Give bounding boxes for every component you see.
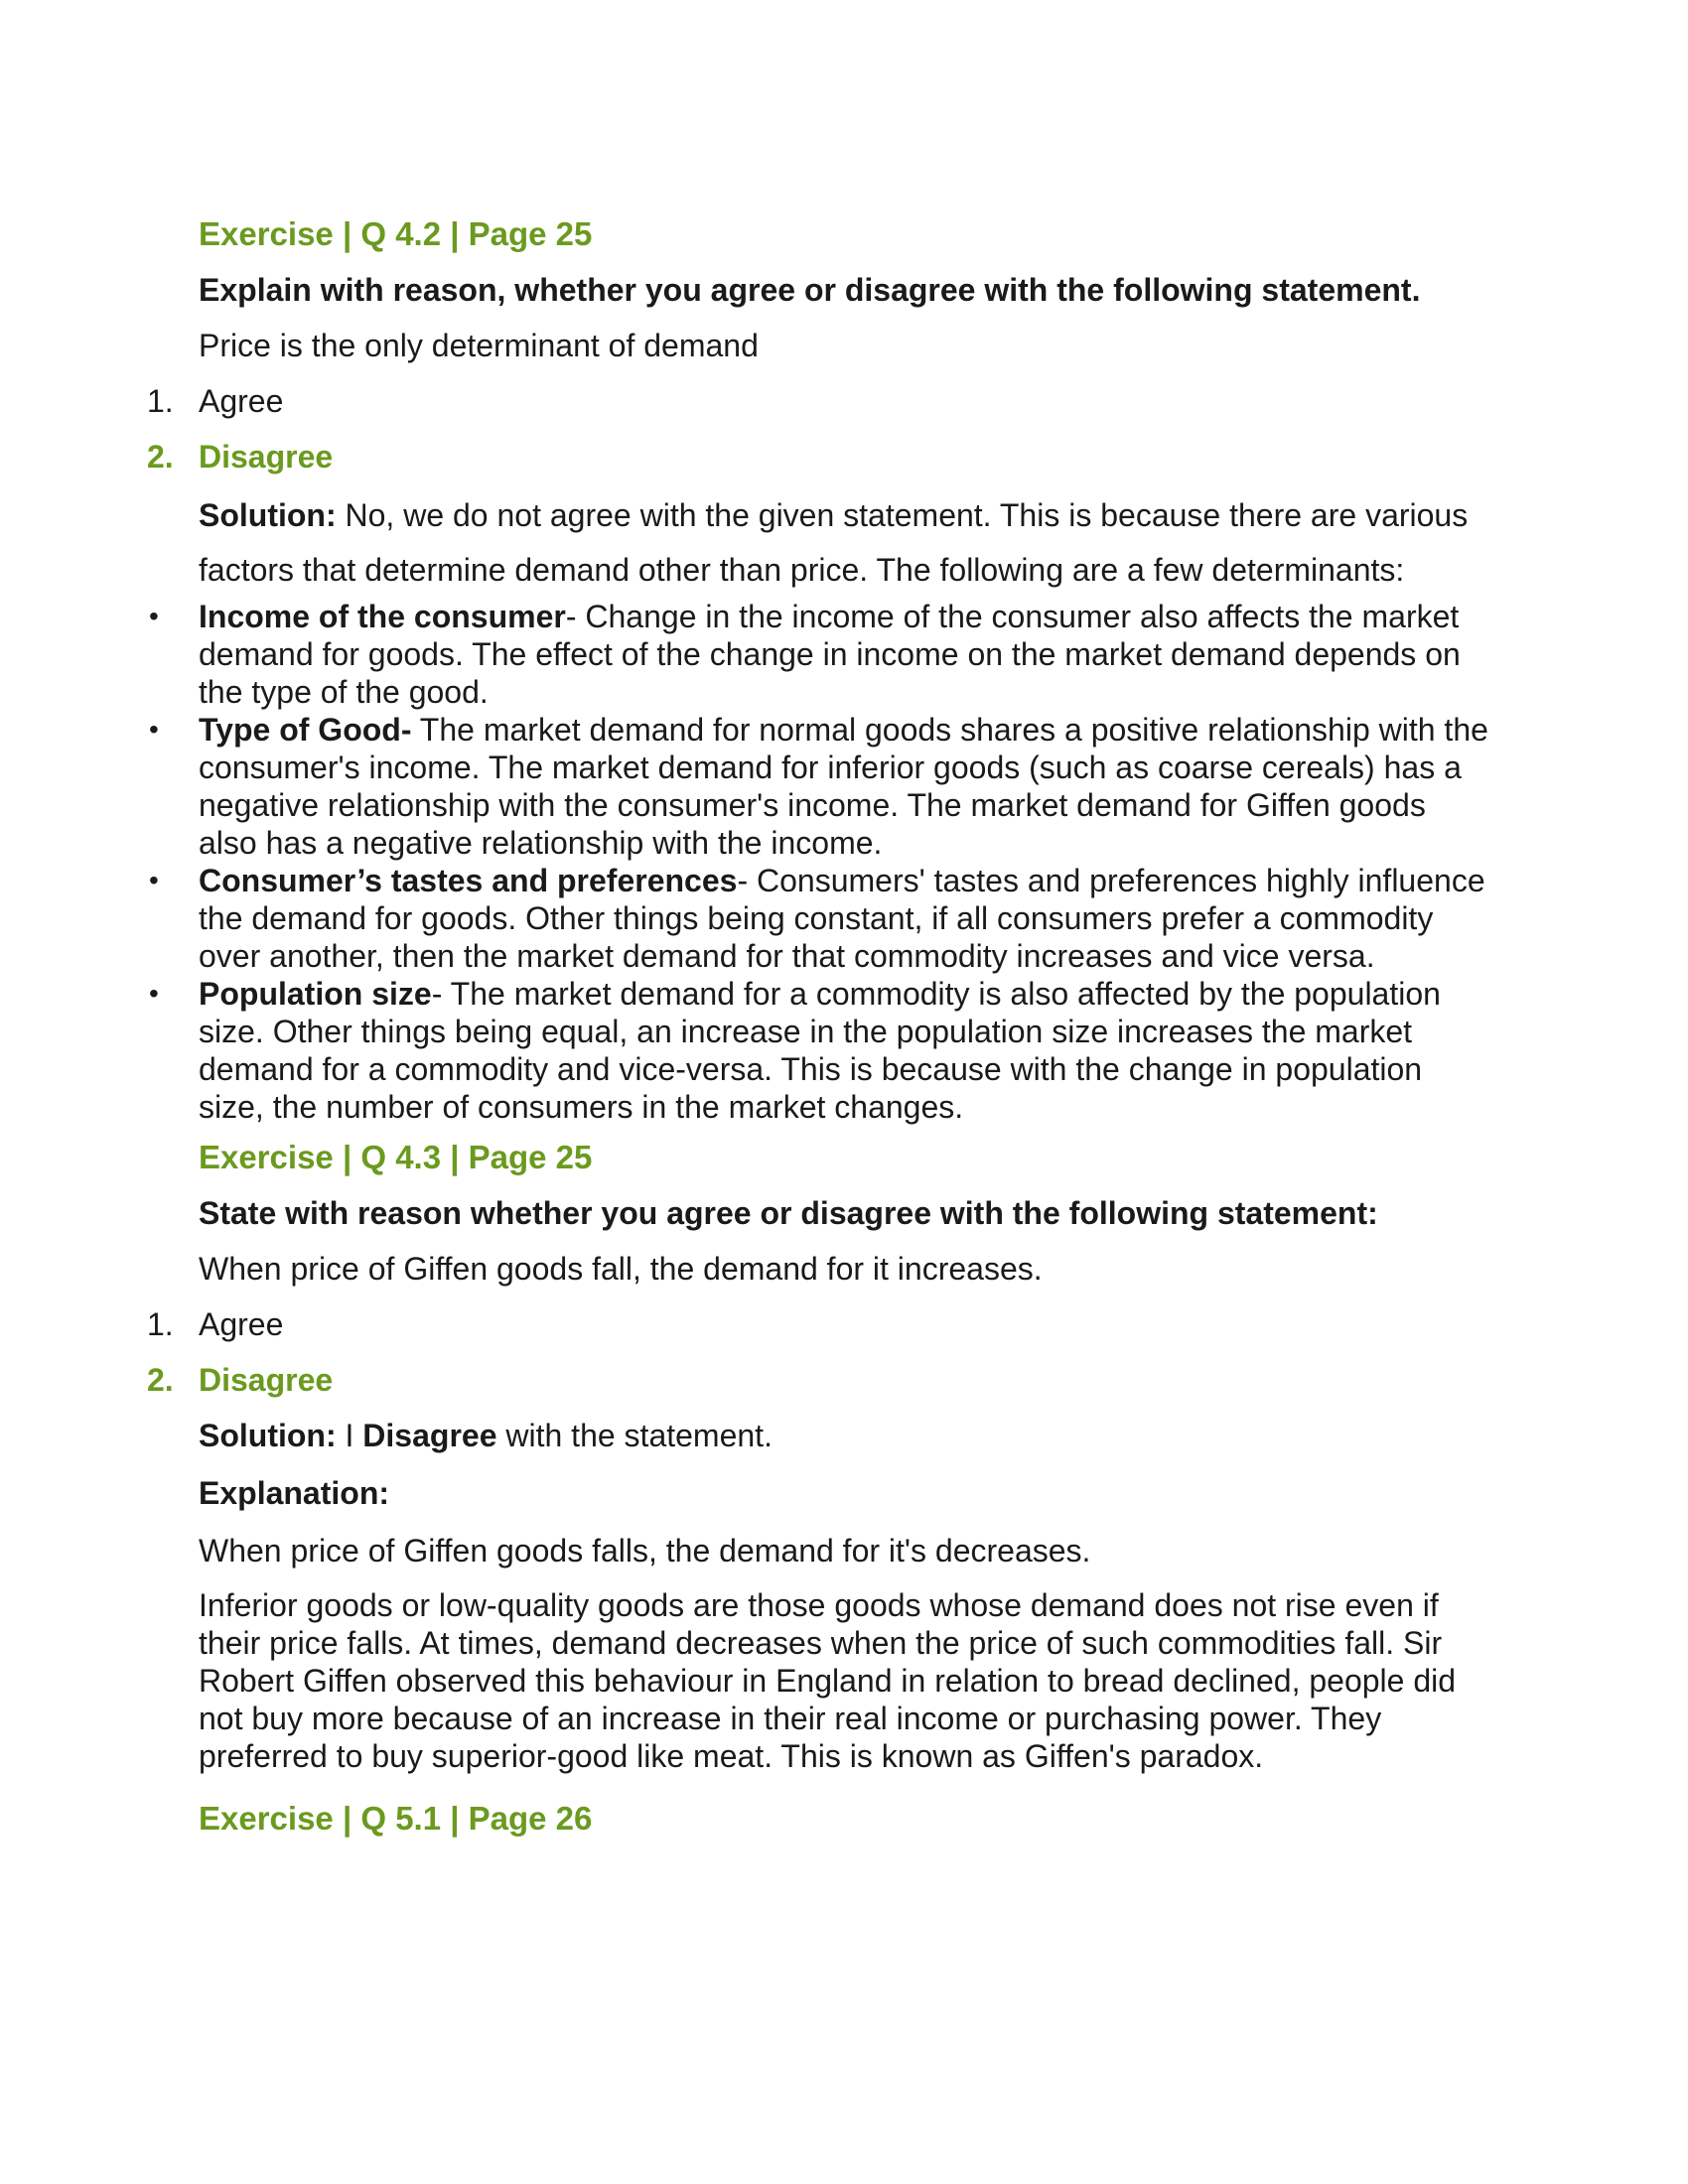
bullet-term: Income of the consumer: [199, 599, 566, 634]
bullet-text: - The market demand for a commodity is also affected by the population size. Other things being equal, an increase in the population size increases the market demand for a commodity and vice-versa. This is because with the change in population size, the number of consumers in the market changes.: [199, 976, 1441, 1125]
exercise-heading: Exercise | Q 4.2 | Page 25: [199, 215, 593, 252]
option-label: Agree: [199, 1306, 284, 1342]
exercise-heading: Exercise | Q 5.1 | Page 26: [199, 1800, 593, 1837]
options-list: [147, 1300, 1489, 1404]
solution-label: Solution:: [199, 497, 337, 533]
bullet-icon: •: [149, 865, 159, 895]
solution-text: No, we do not agree with the given statement. This is because there are various factors that determine demand other than price. The following are a few determinants:: [199, 497, 1469, 588]
exercise-heading: Exercise | Q 4.3 | Page 25: [199, 1139, 593, 1175]
bullet-icon: •: [149, 714, 159, 745]
bullet-icon: •: [149, 601, 159, 631]
bullet-text: - Consumers' tastes and preferences highly influence the demand for goods. Other things being constant, if all consumers prefer a commodity over another, then the market demand for that commodity increases and vice versa.: [199, 863, 1485, 974]
explanation-label: Explanation:: [199, 1475, 390, 1511]
options-list: [147, 377, 1489, 480]
solution-pre: I: [336, 1418, 363, 1453]
bullet-term: Population size: [199, 976, 432, 1012]
exercise-q5-1: [199, 1795, 1489, 1843]
option-number: 1.: [147, 1306, 174, 1342]
solution-paragraph: [199, 1412, 1489, 1459]
bullet-text: - Change in the income of the consumer also affects the market demand for goods. The effect of the change in income on the market demand depends on the type of the good.: [199, 599, 1461, 710]
bullet-text: The market demand for normal goods shares a positive relationship with the consumer's income. The market demand for inferior goods (such as coarse cereals) has a negative relationship with the consumer's income. The market demand for Giffen goods also has a negative relationship with the income.: [199, 712, 1488, 861]
explanation-paragraph: Inferior goods or low-quality goods are those goods whose demand does not rise even if their price falls. At times, demand decreases when the price of such commodities fall. Sir Robert Giffen observed this behaviour in England in relation to bread declined, people did not buy more because of an increase in their real income or purchasing power. They preferred to buy superior-good like meat. This is known as Giffen's paradox.: [199, 1587, 1457, 1774]
solution-paragraph: [199, 488, 1489, 598]
solution-post: with the statement.: [496, 1418, 773, 1453]
option-label: Disagree: [199, 439, 334, 475]
option-agree: [147, 1300, 1489, 1348]
list-item: [149, 711, 1489, 862]
option-agree: [147, 377, 1489, 425]
solution-label: Solution:: [199, 1418, 337, 1453]
option-label: Disagree: [199, 1362, 334, 1398]
list-item: [149, 598, 1489, 711]
exercise-q4-2: [147, 210, 1489, 1126]
option-label: Agree: [199, 383, 284, 419]
bullet-term: Type of Good-: [199, 712, 412, 748]
question-text: State with reason whether you agree or disagree with the following statement:: [199, 1195, 1378, 1231]
solution-bold: Disagree: [362, 1418, 497, 1453]
question-text: Explain with reason, whether you agree or disagree with the following statement.: [199, 272, 1421, 308]
list-item: [149, 862, 1489, 975]
option-number: 2.: [147, 1362, 174, 1398]
option-number: 2.: [147, 439, 174, 475]
determinants-list: [149, 598, 1489, 1126]
document-page: [147, 210, 1489, 1850]
list-item: [149, 975, 1489, 1126]
statement-text: When price of Giffen goods fall, the demand for it increases.: [199, 1251, 1043, 1287]
option-disagree-correct: [147, 433, 1489, 480]
statement-text: Price is the only determinant of demand: [199, 328, 759, 363]
bullet-icon: •: [149, 978, 159, 1009]
bullet-term: Consumer’s tastes and preferences: [199, 863, 738, 898]
option-number: 1.: [147, 383, 174, 419]
explanation-line: When price of Giffen goods falls, the demand for it's decreases.: [199, 1533, 1091, 1569]
exercise-q4-3: [147, 1134, 1489, 1775]
option-disagree-correct: [147, 1356, 1489, 1404]
